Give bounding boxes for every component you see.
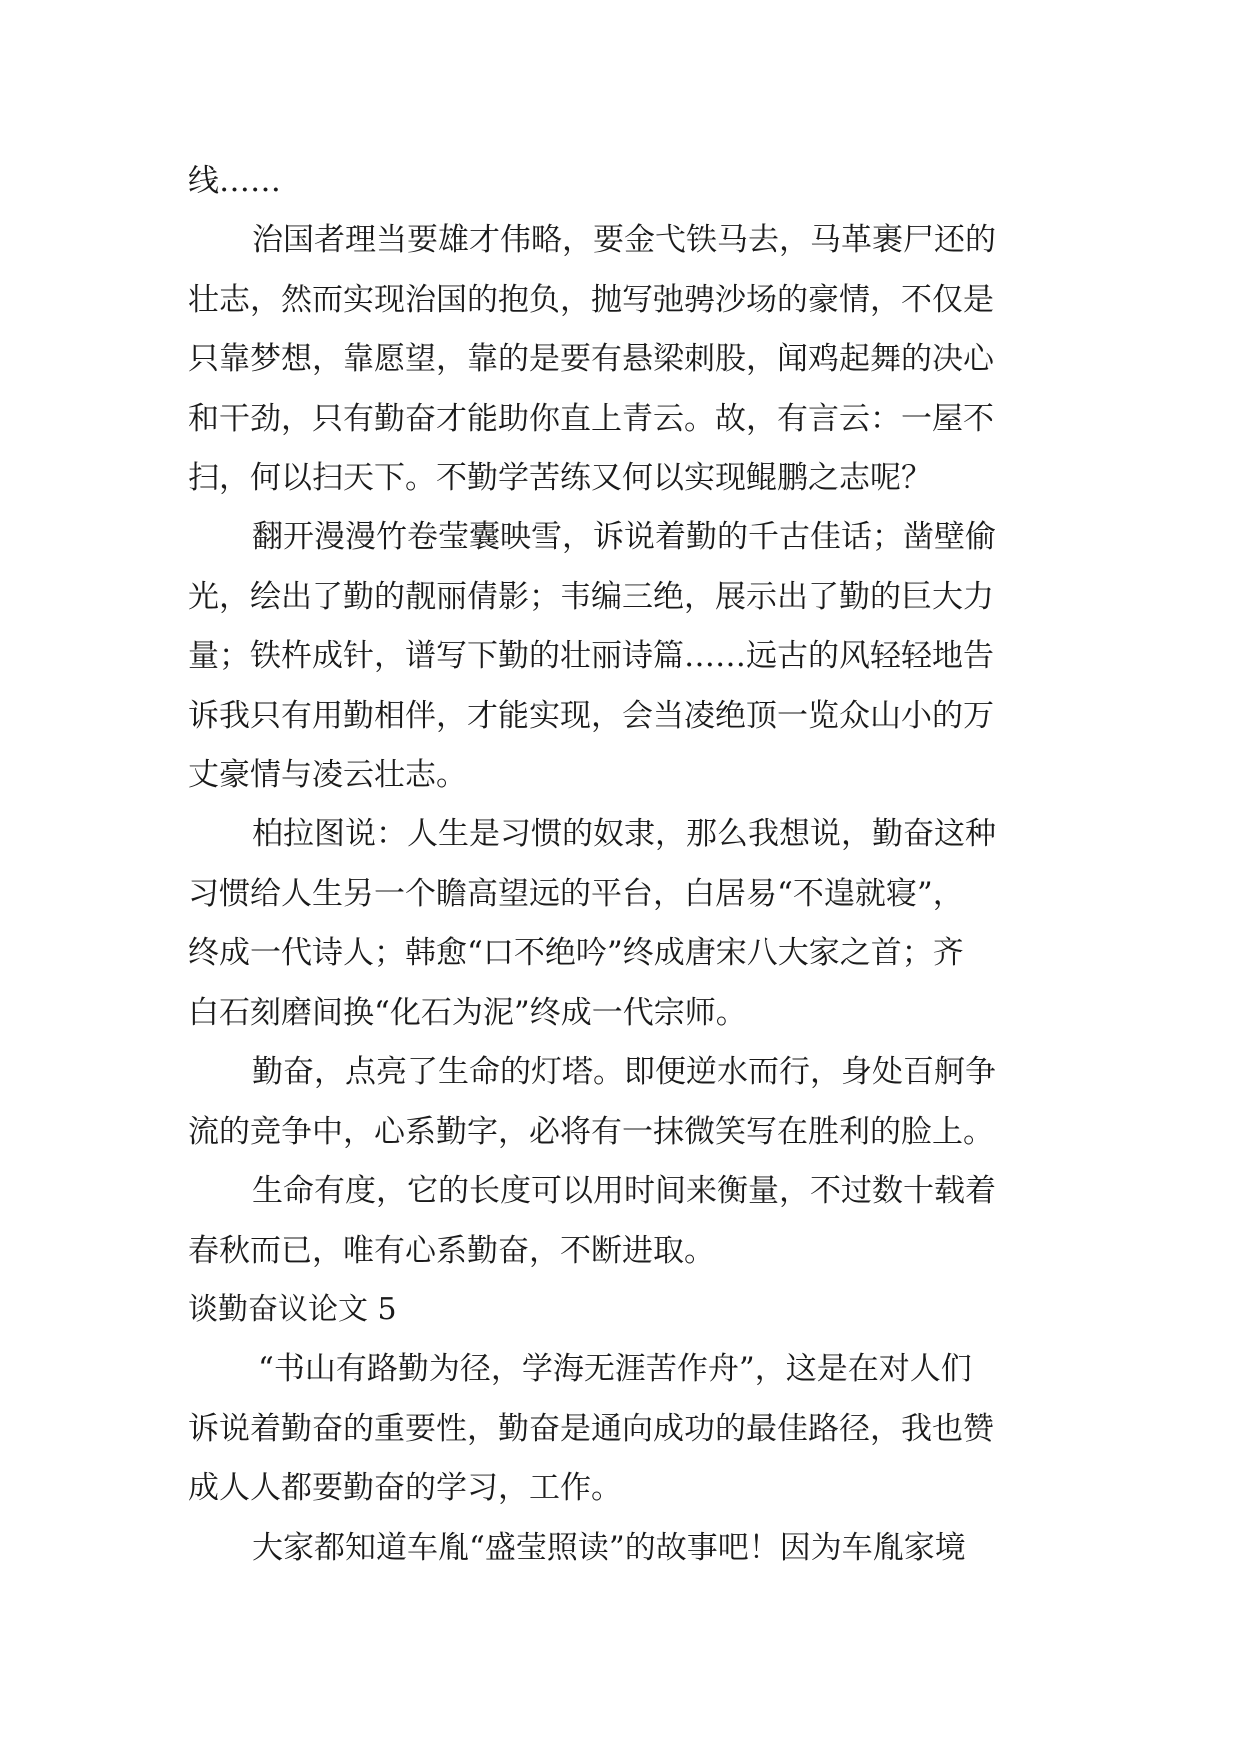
text-line: 壮志，然而实现治国的抱负，抛写弛骋沙场的豪情，不仅是 bbox=[188, 282, 994, 318]
text-line: 诉我只有用勤相伴，才能实现，会当凌绝顶一览众山小的万 bbox=[188, 698, 994, 734]
text-line: 春秋而已，唯有心系勤奋，不断进取。 bbox=[188, 1233, 715, 1269]
text-line: 白石刻磨间换“化石为泥”终成一代宗师。 bbox=[188, 995, 747, 1031]
text-line: 生命有度，它的长度可以用时间来衡量，不过数十载着 bbox=[252, 1173, 996, 1209]
text-line: 光，绘出了勤的靓丽倩影；韦编三绝，展示出了勤的巨大力 bbox=[188, 579, 994, 615]
text-line: 只靠梦想，靠愿望，靠的是要有悬梁刺股，闻鸡起舞的决心 bbox=[188, 341, 994, 377]
text-line: 量；铁杵成针，谱写下勤的壮丽诗篇……远古的风轻轻地告 bbox=[188, 638, 994, 674]
text-line: 流的竞争中，心系勤字，必将有一抹微笑写在胜利的脸上。 bbox=[188, 1114, 994, 1150]
text-line: 勤奋，点亮了生命的灯塔。即便逆水而行，身处百舸争 bbox=[252, 1054, 996, 1090]
text-line: 习惯给人生另一个瞻高望远的平台，白居易“不遑就寝”， bbox=[188, 876, 964, 912]
text-line: 终成一代诗人；韩愈“口不绝吟”终成唐宋八大家之首；齐 bbox=[188, 935, 964, 971]
text-line: 翻开漫漫竹卷莹囊映雪，诉说着勤的千古佳话；凿壁偷 bbox=[252, 519, 996, 555]
text-line: 丈豪情与凌云壮志。 bbox=[188, 757, 467, 793]
text-line: 治国者理当要雄才伟略，要金弋铁马去，马革裹尸还的 bbox=[252, 222, 996, 258]
text-line: 扫，何以扫天下。不勤学苦练又何以实现鲲鹏之志呢？ bbox=[188, 460, 932, 496]
text-line: 成人人都要勤奋的学习，工作。 bbox=[188, 1470, 622, 1506]
text-line: “书山有路勤为径，学海无涯苦作舟”，这是在对人们 bbox=[258, 1351, 972, 1387]
text-line: 诉说着勤奋的重要性，勤奋是通向成功的最佳路径，我也赞 bbox=[188, 1411, 994, 1447]
text-line: 柏拉图说：人生是习惯的奴隶，那么我想说，勤奋这种 bbox=[252, 816, 996, 852]
text-line: 大家都知道车胤“盛莹照读”的故事吧！因为车胤家境 bbox=[252, 1530, 966, 1566]
section-heading: 谈勤奋议论文 5 bbox=[188, 1292, 397, 1327]
text-line: 和干劲，只有勤奋才能助你直上青云。故，有言云：一屋不 bbox=[188, 401, 994, 437]
text-line: 线…… bbox=[188, 163, 281, 199]
